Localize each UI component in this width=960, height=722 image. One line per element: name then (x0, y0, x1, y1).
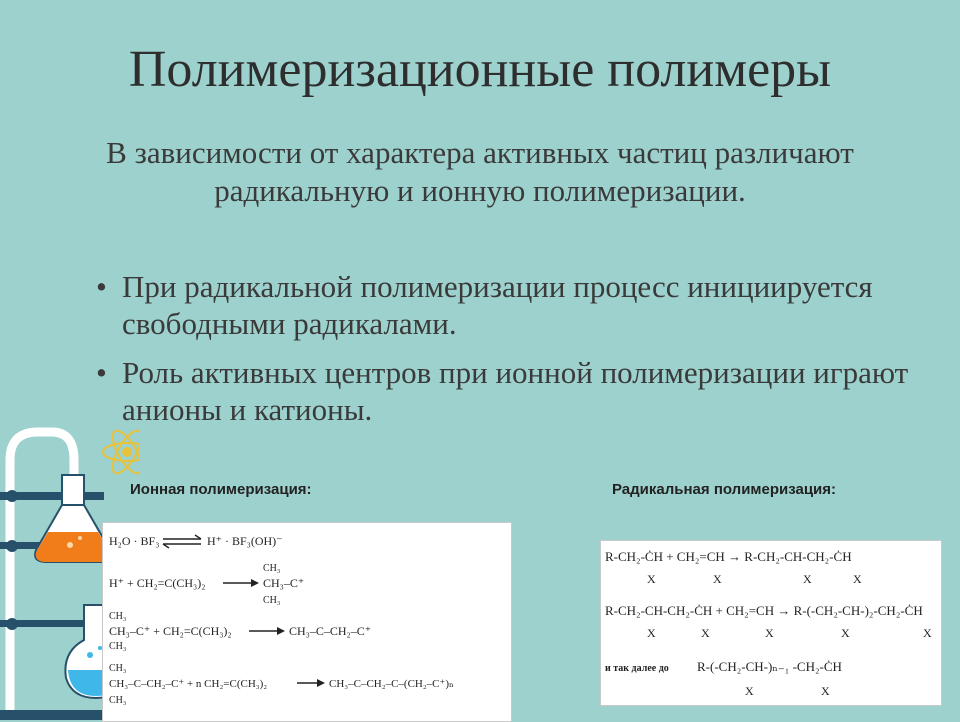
intro-paragraph: В зависимости от характера активных частиц различают радикальную и ионную полимеризации. (106, 135, 854, 208)
radical-line3-prefix: и так далее до (605, 663, 669, 674)
ionic-eq4-bottom: CH₃ (109, 695, 127, 706)
substituent-x: X (701, 626, 710, 640)
ionic-eq3-top: CH₃ (109, 611, 127, 622)
slide-title: Полимеризационные полимеры (128, 41, 832, 98)
reaction-arrow-icon (223, 579, 259, 587)
radical-panel-caption: Радикальная полимеризация: (612, 481, 837, 498)
bullet-list (96, 268, 926, 440)
radical-polymerization-scheme (600, 540, 942, 706)
ionic-eq4-lhs: CH₃–C–CH₂–C⁺ + n CH₂=C(CH₃)₂ (109, 678, 268, 690)
substituent-x: X (647, 572, 656, 586)
ionic-polymerization-scheme (102, 522, 512, 722)
ionic-eq3-product: CH₃–C–CH₂–C⁺ (289, 624, 372, 638)
radical-line1: R-CH₂-ĊH + CH₂=CH → R-CH₂-CH-CH₂-ĊH (605, 549, 852, 564)
orange-flask-icon (35, 475, 111, 562)
substituent-x: X (713, 572, 722, 586)
ionic-eq4-product: CH₃–C–CH₂–C–(CH₂–C⁺)ₙ (329, 678, 454, 690)
ionic-eq4-top: CH₃ (109, 663, 127, 674)
bullet-text: При радикальной полимеризации процесс инициируется свободными радикалами. (122, 269, 873, 341)
ionic-eq2-lhs: H⁺ + CH₂=C(CH₃)₂ (109, 576, 206, 590)
ionic-eq1-right: H⁺ · BF₃(OH)⁻ (207, 534, 283, 548)
atom-icon (103, 427, 140, 478)
ionic-eq2-top: CH₃ (263, 563, 281, 574)
substituent-x: X (853, 572, 862, 586)
radical-line2: R-CH₂-CH-CH₂-ĊH + CH₂=CH → R-(-CH₂-CH-)₂-CH₂-ĊH (605, 603, 923, 618)
bullet-item (96, 354, 926, 428)
substituent-x: X (923, 626, 932, 640)
ionic-eq3-lhs: CH₃–C⁺ + CH₂=C(CH₃)₂ (109, 624, 232, 638)
substituent-x: X (745, 684, 754, 698)
substituent-x: X (803, 572, 812, 586)
substituent-x: X (841, 626, 850, 640)
substituent-x: X (821, 684, 830, 698)
bullet-text: Роль активных центров при ионной полимеризации играют анионы и катионы. (122, 355, 909, 427)
ionic-eq2-product: CH₃–C⁺ (263, 576, 305, 590)
reaction-arrow-icon (249, 627, 285, 635)
bullet-marker: • (96, 269, 107, 304)
reaction-arrow-icon (297, 679, 325, 687)
ionic-eq1-left: H₂O · BF₃ (109, 534, 160, 548)
ionic-eq2-bottom: CH₃ (263, 595, 281, 606)
bullet-marker: • (96, 355, 107, 390)
substituent-x: X (765, 626, 774, 640)
bullet-item (96, 268, 926, 342)
substituent-x: X (647, 626, 656, 640)
radical-line3: R-(-CH₂-CH-)ₙ₋₁ -CH₂-ĊH (697, 659, 842, 674)
ionic-eq3-bottom: CH₃ (109, 641, 127, 652)
equilibrium-arrow-icon (163, 535, 201, 548)
ionic-panel-caption: Ионная полимеризация: (130, 481, 312, 498)
